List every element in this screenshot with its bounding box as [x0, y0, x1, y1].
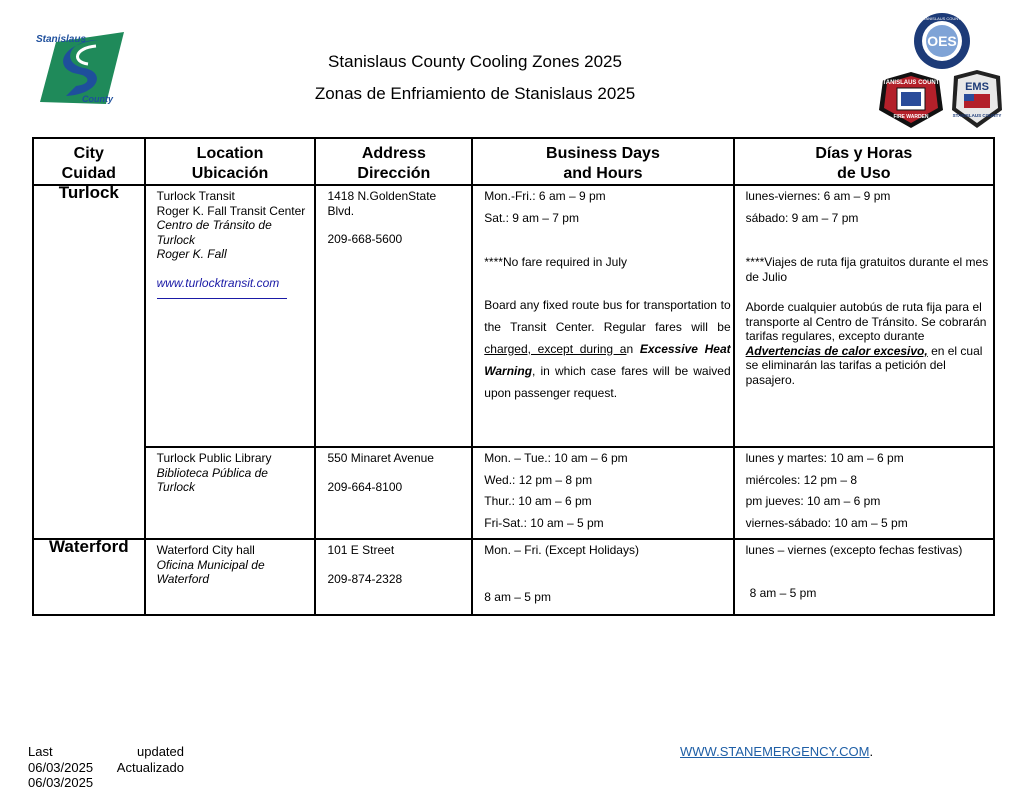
city-waterford: Waterford — [33, 539, 145, 615]
table-row — [33, 185, 994, 447]
address-turlock-library: 550 Minaret Avenue 209-664-8100 — [315, 447, 472, 539]
cooling-zones-table — [32, 137, 995, 616]
table-row — [33, 447, 994, 539]
stanislaus-county-logo — [36, 30, 126, 106]
table-header-row — [33, 138, 994, 185]
header-dias: Días y Horas de Uso — [734, 138, 994, 185]
oes-text: OES — [927, 33, 957, 49]
transit-fare-paragraph: Board any fixed route bus for transportation to the Transit Center. Regular fares will be charged, except during an Excessive Heat Warning, in which case fares will be waived upon passenger request. — [484, 297, 731, 400]
location-turlock-library: Turlock Public Library Biblioteca Pública de Turlock — [145, 447, 316, 539]
business-waterford: Mon. – Fri. (Except Holidays) 8 am – 5 pm — [472, 539, 733, 615]
phone: 209-874-2328 — [327, 571, 403, 586]
location-waterford: Waterford City hall Oficina Municipal de Waterford — [145, 539, 316, 615]
fire-bottom-text: FIRE WARDEN — [893, 114, 929, 120]
logo-text-bottom: County — [82, 94, 113, 104]
phone: 209-668-5600 — [327, 232, 403, 246]
header-business: Business Days and Hours — [472, 138, 733, 185]
address-waterford: 101 E Street 209-874-2328 — [315, 539, 472, 615]
ems-badge — [948, 68, 1006, 130]
fire-top-text: STANISLAUS COUNTY — [878, 80, 944, 86]
header-address: Address Dirección — [315, 138, 472, 185]
ems-ring-text: STANISLAUS COUNTY — [952, 113, 1002, 118]
business-turlock-library: Mon. – Tue.: 10 am – 6 pm Wed.: 12 pm – 8 pm Thur.: 10 am – 6 pm Fri-Sat.: 10 am – 5 pm — [472, 447, 733, 539]
last-updated: Last updated 06/03/2025 Actualizado 06/03/2025 — [28, 744, 184, 790]
fire-warden-badge — [875, 70, 947, 130]
dias-turlock-library: lunes y martes: 10 am – 6 pm miércoles: 12 pm – 8 pm jueves: 10 am – 6 pm viernes-sábado: 10 am – 5 pm — [734, 447, 994, 539]
transit-fare-paragraph-es: Aborde cualquier autobús de ruta fija para el transporte al Centro de Tránsito. Se cobrarán tarifas regulares, excepto durante Advertencias de calor excesivo, en el cual se eliminarán las tarifas a petición del pasajero. — [745, 300, 987, 387]
website-footer: WWW.STANEMERGENCY.COM. — [680, 744, 874, 759]
title-spanish: Zonas de Enfriamiento de Stanislaus 2025 — [314, 84, 636, 103]
header-location: Location Ubicación — [145, 138, 316, 185]
logo-text-top: Stanislaus — [36, 34, 87, 45]
page-titles — [260, 52, 690, 104]
business-turlock-transit: Mon.-Fri.: 6 am – 9 pm Sat.: 9 am – 7 pm ****No fare required in July Board any fixed route bus for transportation to the Transit Center. Regular fares will be charged, except during an Excessive Heat Warning, in which case fares will be waived upon passenger request. — [472, 185, 733, 447]
oes-ring-text: STANISLAUS COUNTY — [920, 16, 964, 21]
dias-waterford: lunes – viernes (excepto fechas festivas) 8 am – 5 pm — [734, 539, 994, 615]
address-turlock-transit: 1418 N.GoldenState Blvd. 209-668-5600 — [315, 185, 472, 447]
ems-text: EMS — [965, 81, 989, 93]
header-city: City Cuidad — [33, 138, 145, 185]
turlock-transit-link[interactable]: www.turlocktransit.com — [156, 275, 280, 290]
table-row — [33, 539, 994, 615]
oes-seal — [913, 12, 971, 70]
link-underline-rule — [157, 290, 287, 299]
dias-turlock-transit: lunes-viernes: 6 am – 9 pm sábado: 9 am – 7 pm ****Viajes de ruta fija gratuitos durante el mes de Julio Aborde cualquier autobús de ruta fija para el transporte al Centro de Tránsito. Se cobrarán tarifas regulares, excepto durante Advertencias de calor excesivo, en el cual se eliminarán las tarifas a petición del pasajero. — [734, 185, 994, 447]
phone: 209-664-8100 — [327, 479, 403, 494]
website-link[interactable]: WWW.STANEMERGENCY.COM — [680, 744, 870, 759]
city-turlock: Turlock — [33, 185, 145, 539]
title-english: Stanislaus County Cooling Zones 2025 — [328, 52, 622, 71]
location-turlock-transit: Turlock Transit Roger K. Fall Transit Center Centro de Tránsito de Turlock Roger K. Fall www.turlocktransit.com — [145, 185, 316, 447]
